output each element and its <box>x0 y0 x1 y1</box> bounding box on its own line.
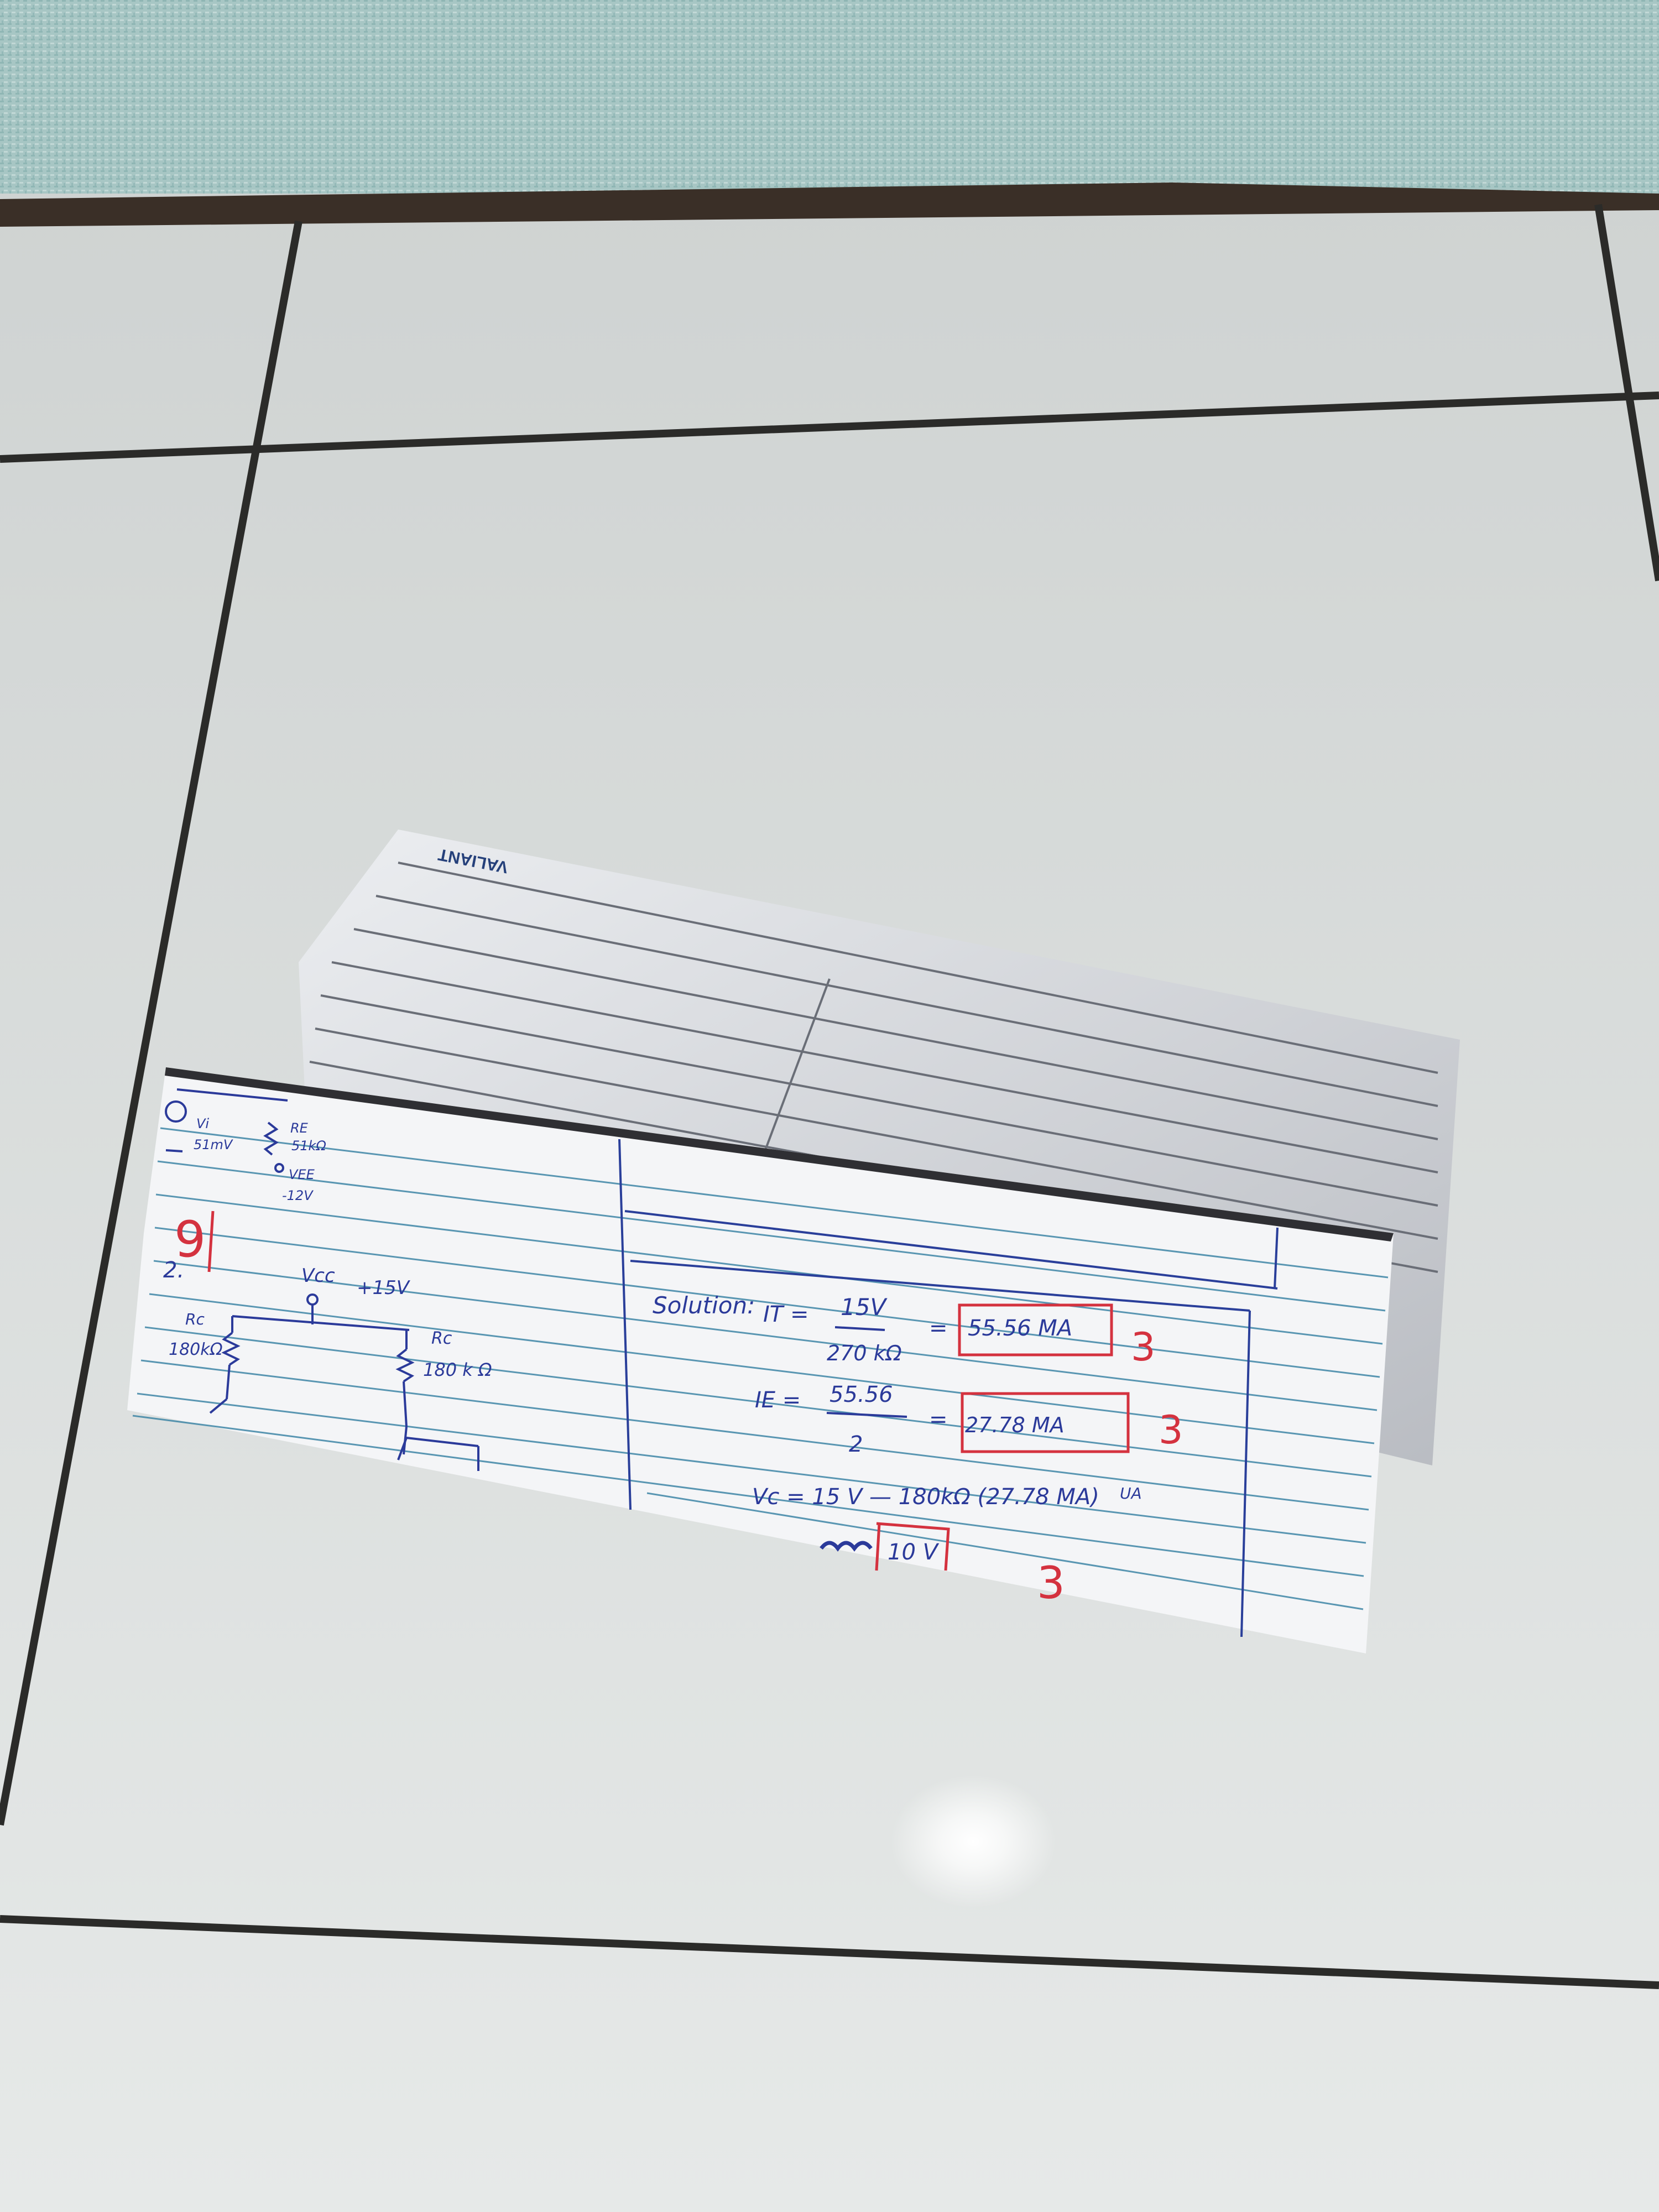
it-score: 3 <box>1131 1324 1156 1370</box>
vi-value: 51mV <box>194 1137 233 1152</box>
back-sheet-brand: VALIANT <box>436 845 510 877</box>
vee-label: VEE <box>289 1167 315 1182</box>
ie-lhs: IE = <box>755 1387 801 1413</box>
it-lhs: IT = <box>763 1302 809 1327</box>
solution-heading: Solution: <box>653 1292 755 1319</box>
it-result: 55.56 MA <box>968 1316 1073 1341</box>
re-label: RE <box>290 1120 308 1136</box>
ie-denominator: 2 <box>849 1432 863 1457</box>
it-equals: = <box>929 1316 948 1341</box>
ie-result: 27.78 MA <box>965 1413 1065 1437</box>
it-numerator: 15V <box>841 1293 886 1321</box>
re-value: 51kΩ <box>291 1138 326 1154</box>
rc-left-label: Rc <box>185 1310 205 1328</box>
vi-label: Vi <box>196 1116 210 1131</box>
ie-equals: = <box>929 1407 948 1432</box>
rc-right-value: 180 k Ω <box>423 1359 492 1380</box>
light-glare <box>890 1775 1056 1908</box>
wall <box>0 0 1659 210</box>
it-denominator: 270 kΩ <box>827 1341 902 1365</box>
vcc-value: +15V <box>357 1277 410 1299</box>
vc-correction: UA <box>1120 1484 1142 1503</box>
score-top: 9 <box>174 1211 206 1269</box>
vc-score: 3 <box>1037 1557 1065 1609</box>
problem-number: 2. <box>163 1258 185 1283</box>
vcc-label: Vcc <box>301 1265 335 1287</box>
vee-value: -12V <box>282 1188 313 1203</box>
ie-numerator: 55.56 <box>830 1382 893 1407</box>
rc-left-value: 180kΩ <box>169 1340 223 1359</box>
vc-line: Vc = 15 V — 180kΩ (27.78 MA) <box>752 1484 1099 1510</box>
vc-result: 10 V <box>888 1540 938 1565</box>
rc-right-label: Rc <box>431 1329 452 1348</box>
ie-score: 3 <box>1159 1407 1183 1453</box>
